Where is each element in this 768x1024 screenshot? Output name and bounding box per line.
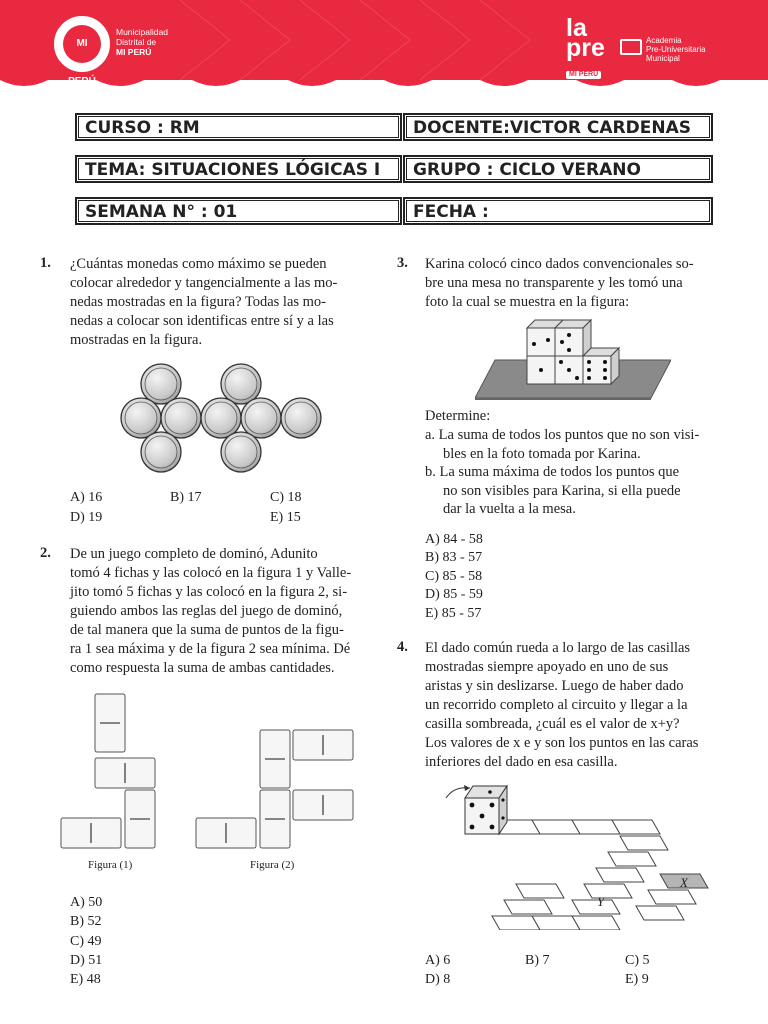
q3-option-c[interactable]: C) 85 - 58 [425,569,483,584]
q4-option-c[interactable]: C) 5 [625,953,650,968]
fecha-box: FECHA : [403,197,713,225]
q2-text [70,545,372,678]
q3-line: foto la cual se muestra en la figura: [425,294,630,310]
q3-option-e[interactable]: E) 85 - 57 [425,606,482,621]
brand-top: la [566,14,587,42]
muni-line-1: Municipalidad [116,27,168,37]
board-cell [596,868,644,882]
semana-box: SEMANA N° : 01 [75,197,402,225]
q3-item-b-1: b. La suma máxima de todos los puntos que [425,464,680,480]
coin [241,398,281,438]
board-cell [492,916,540,930]
q1-line: colocar alrededor y tangencialmente a las mo- [70,275,338,291]
q2-line: ra 1 sea máxima y de la figura 2 sea mínima. Dé [70,641,351,657]
q1-line: nedas a colocar son identificas entre sí y a las [70,313,334,329]
q4-option-b[interactable]: B) 7 [525,953,550,968]
q1-option-e[interactable]: E) 15 [270,510,301,525]
academia-line-1: Academia [646,36,682,45]
coin [161,398,201,438]
brand-tag: MI PERÚ [566,71,601,79]
q3-determine: Determine: [425,408,491,424]
q2-domino-figures [58,692,358,854]
q3-number: 3. [397,255,408,271]
municipality-name [116,27,168,57]
coin [221,364,261,404]
board-cell [608,852,656,866]
die [527,328,555,356]
muni-line-2: Distrital de [116,37,157,47]
q3-dice-figure [475,318,671,400]
grupo-box: GRUPO : CICLO VERANO [403,155,713,183]
q3-option-b[interactable]: B) 83 - 57 [425,550,483,565]
academia-line-2: Pre-Universitaria [646,45,706,54]
board-cell [648,890,696,904]
q4-option-a[interactable]: A) 6 [425,953,451,968]
q3-option-d[interactable]: D) 85 - 59 [425,587,483,602]
q4-text [425,639,727,772]
q1-line: nedas mostradas en la figura? Todas las mo- [70,294,327,310]
q1-line: ¿Cuántas monedas como máximo se pueden [70,256,327,272]
board-cell [572,900,620,914]
coin [141,432,181,472]
q2-fig2-caption: Figura (2) [250,859,295,871]
board-cell [620,836,668,850]
q4-option-d[interactable]: D) 8 [425,972,451,987]
q2-line: jito tomó 5 fichas y las colocó en la figura 2, si- [70,584,348,600]
q3-line: bre una mesa no transparente y les tomó una [425,275,683,291]
q2-option-d[interactable]: D) 51 [70,953,103,968]
q2-option-a[interactable]: A) 50 [70,895,103,910]
q3-option-a[interactable]: A) 84 - 58 [425,532,483,547]
q1-text [70,255,372,350]
coin [281,398,321,438]
q4-line: mostradas siempre apoyado en uno de sus [425,659,669,675]
q1-option-c[interactable]: C) 18 [270,490,302,505]
q4-line: Los valores de x e y son los puntos en las caras [425,735,699,751]
municipality-logo [52,14,112,87]
q1-option-d[interactable]: D) 19 [70,510,103,525]
academia-name [646,36,706,63]
q3-line: Karina colocó cinco dados convencionales so- [425,256,694,272]
brand-bottom: pre [566,34,605,62]
coin [141,364,181,404]
q3-item-a-2: bles en la foto tomada por Karina. [443,446,641,462]
logo-text: MI PERÚ [63,25,101,63]
q1-number: 1. [40,255,51,271]
label-y: Y [597,894,605,909]
academia-line-3: Municipal [646,54,680,63]
q4-option-e[interactable]: E) 9 [625,972,649,987]
board-cell-y [504,900,552,914]
board-cell [612,820,660,834]
q2-line: de tal manera que la suma de puntos de la figu- [70,622,344,638]
q3-item-b-2: no son visibles para Karina, si ella puede [443,483,681,499]
q3-item-a-1: a. La suma de todos los puntos que no son visi- [425,427,700,443]
q1-line: mostradas en la figura. [70,332,203,348]
muni-line-3: MI PERÚ [116,47,152,57]
q4-line: El dado común rueda a lo largo de las casillas [425,640,691,656]
q4-line: casilla sombreada, ¿cuál es el valor de x+y? [425,716,680,732]
q2-line: De un juego completo de dominó, Adunito [70,546,318,562]
q4-board-figure [440,778,710,930]
q2-option-c[interactable]: C) 49 [70,934,102,949]
board-cell [636,906,684,920]
q2-option-b[interactable]: B) 52 [70,914,102,929]
board-cell [584,884,632,898]
tema-box: TEMA: SITUACIONES LÓGICAS I [75,155,402,183]
q4-line: inferiores del dado en esa casilla. [425,754,618,770]
q3-text [425,255,727,312]
q2-line: guiendo ambos las reglas del juego de dominó, [70,603,343,619]
curso-box: CURSO : RM [75,113,402,141]
header-banner [0,0,768,92]
q2-line: como respuesta la suma de ambas cantidades. [70,660,335,676]
docente-box: DOCENTE:VICTOR CARDENAS [403,113,713,141]
q4-number: 4. [397,639,408,655]
coin [221,432,261,472]
q2-option-e[interactable]: E) 48 [70,972,101,987]
q1-option-a[interactable]: A) 16 [70,490,103,505]
q2-fig1-caption: Figura (1) [88,859,133,871]
q1-option-b[interactable]: B) 17 [170,490,202,505]
q4-line: aristas y sin deslizarse. Luego de haber dado [425,678,684,694]
monitor-icon [620,39,642,55]
q3-item-b-3: dar la vuelta a la mesa. [443,501,576,517]
q2-number: 2. [40,545,51,561]
coin [201,398,241,438]
board-cell [516,884,564,898]
q4-line: un recorrido completo al circuito y llegar a la [425,697,688,713]
q1-coins-figure [118,362,324,474]
q2-line: tomó 4 fichas y las colocó en la figura 1 y Valle- [70,565,352,581]
label-x: X [680,875,688,890]
coin [121,398,161,438]
